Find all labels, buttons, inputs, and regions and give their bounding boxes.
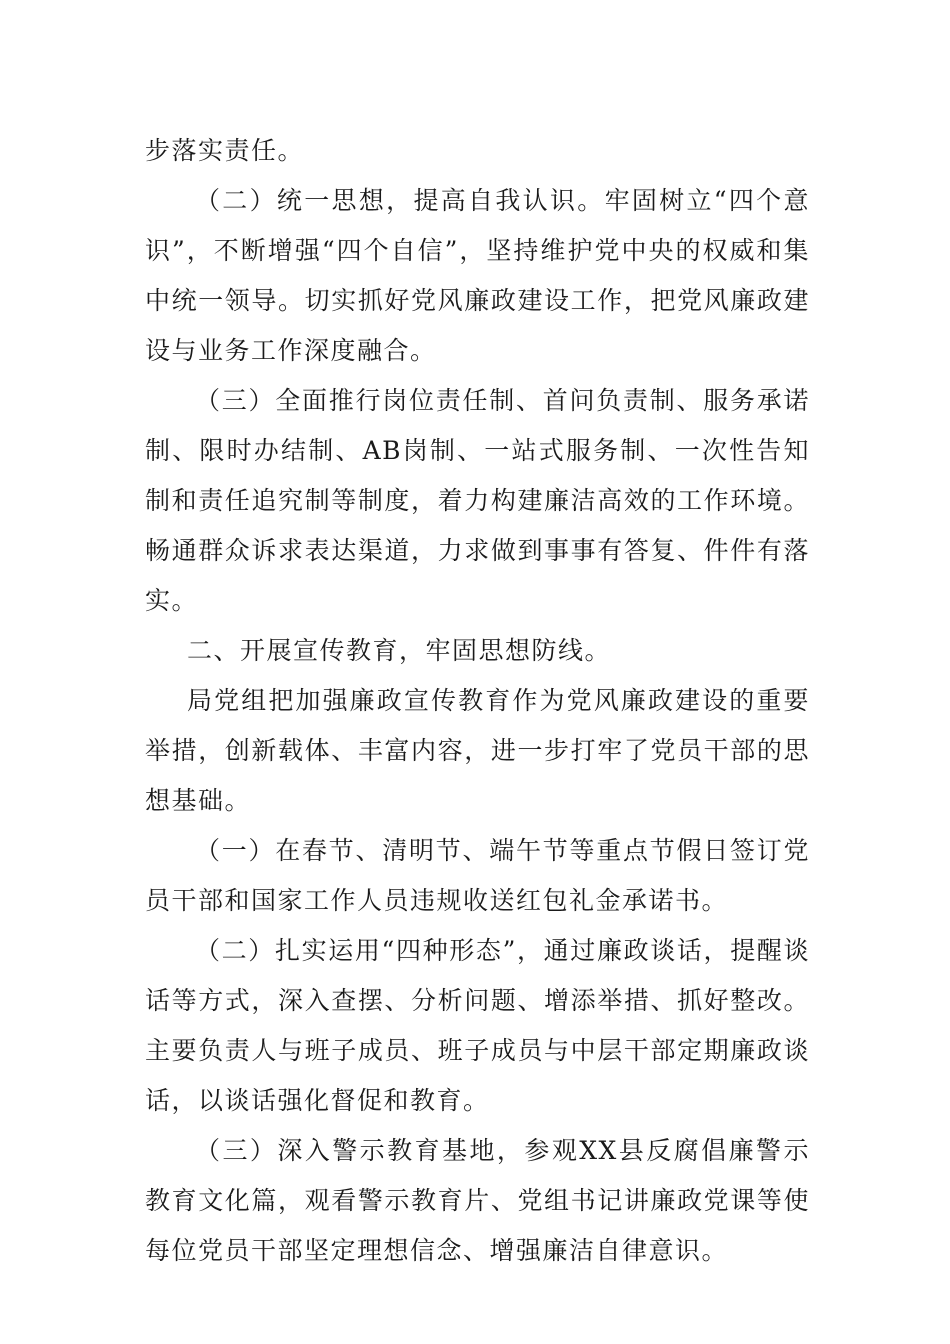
paragraph-item-1-holiday-pledge: （一）在春节、清明节、端午节等重点节假日签订党员干部和国家工作人员违规收送红包礼金承诺书。 <box>145 836 810 915</box>
paragraph-item-3-responsibility-system: （三）全面推行岗位责任制、首问负责制、服务承诺制、限时办结制、AB岗制、一站式服务制、一次性告知制和责任追究制等制度，着力构建廉洁高效的工作环境。畅通群众诉求表达渠道，力求做到事事有答复、件件有落实。 <box>145 386 810 615</box>
paragraph-continuation: 步落实责任。 <box>145 136 305 165</box>
paragraph-section-intro: 局党组把加强廉政宣传教育作为党风廉政建设的重要举措，创新载体、丰富内容，进一步打牢了党员干部的思想基础。 <box>145 686 810 815</box>
paragraph-item-3-warning-education: （三）深入警示教育基地，参观XX县反腐倡廉警示教育文化篇，观看警示教育片、党组书记讲廉政党课等使每位党员干部坚定理想信念、增强廉洁自律意识。 <box>145 1136 810 1265</box>
paragraph-item-2-unify-thought: （二）统一思想，提高自我认识。牢固树立“四个意识”，不断增强“四个自信”，坚持维护党中央的权威和集中统一领导。切实抓好党风廉政建设工作，把党风廉政建设与业务工作深度融合。 <box>145 186 810 365</box>
document-body <box>145 126 810 1276</box>
section-heading-2: 二、开展宣传教育，牢固思想防线。 <box>187 636 612 665</box>
paragraph-item-2-four-forms: （二）扎实运用“四种形态”，通过廉政谈话，提醒谈话等方式，深入查摆、分析问题、增添举措、抓好整改。主要负责人与班子成员、班子成员与中层干部定期廉政谈话，以谈话强化督促和教育。 <box>145 936 810 1115</box>
